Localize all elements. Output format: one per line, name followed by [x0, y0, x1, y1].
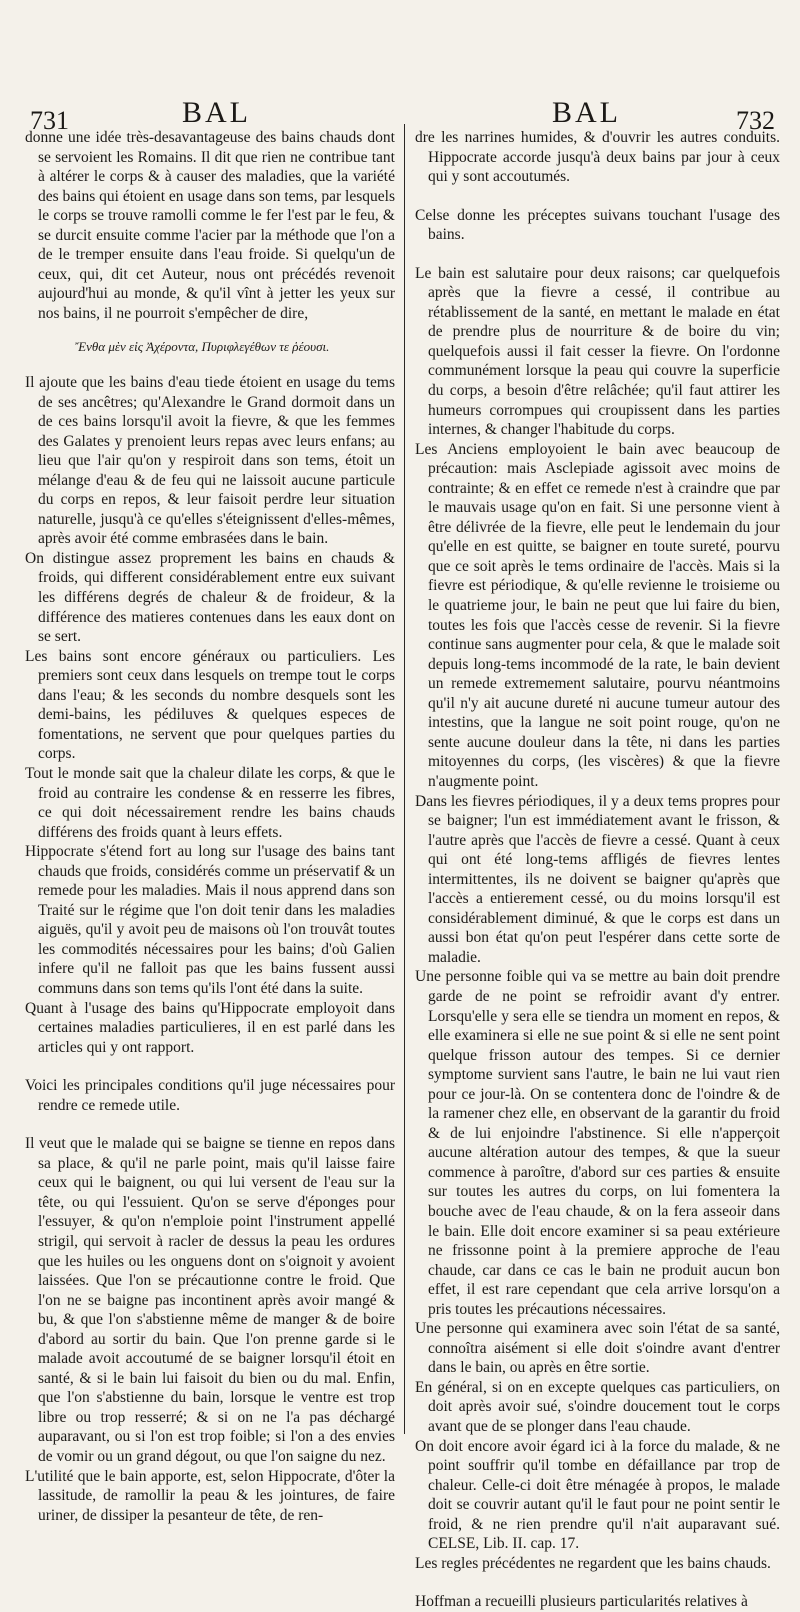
column-rule	[404, 124, 405, 1434]
paragraph: L'utilité que le bain apporte, est, selon Hippocrate, d'ôter la lassitude, de ramollir la peau & les jointures, de faire uriner, de dissiper la pesanteur de tête, de ren-	[25, 1467, 395, 1524]
paragraph: Hippocrate s'étend fort au long sur l'usage des bains tant chauds que froids, considérés comme un préservatif & un remede pour les maladies. Mais il nous apprend dans son Traité sur le régime que l'on doit tenir dans les maladies aiguës, qu'il y avoit peu de maisons où l'on trouvât toutes les commodités nécessaires pour les bains; d'où Galien infere qu'il ne falloit pas que les bains fussent aussi communs dans son tems qu'ils l'ont été dans la suite.	[25, 843, 395, 997]
paragraph: Le bain est salutaire pour deux raisons; car quelquefois après que la fievre a cessé, il contribue au rétablissement de la santé, en mettant le malade en état de prendre plus de nourriture & de boire du vin; quelquefois aussi il fait cesser la fievre. On l'ordonne communément lorsque la peau qui couvre la superficie du corps, a besoin d'être relâchée; qu'il faut attirer les humeurs corrompues qui croupissent dans les parties internes, & changer l'habitude du corps.	[415, 264, 780, 439]
paragraph: donne une idée très-desavantageuse des bains chauds dont se servoient les Romains. Il dit que rien ne contribue tant à altérer le corps & à causer des maladies, que la variété des bains qui étoient en usage dans son tems, par lesquels le corps se trouve ramolli comme le fer l'est par le feu, & se durcit ensuite comme l'acier par la méthode que l'on a de le tremper ensuite dans l'eau froide. Si quelqu'un de ceux, qui, dit cet Auteur, nous ont précédés revenoit aujourd'hui au monde, & qu'il vînt à jetter les yeux sur nos bains, il ne pourroit s'empêcher de dire,	[25, 129, 395, 322]
paragraph: En général, si on en excepte quelques cas particuliers, on doit après avoir sué, s'oindre doucement tout le corps avant que de se plonger dans l'eau chaude.	[415, 1378, 780, 1435]
paragraph: Dans les fievres périodiques, il y a deux tems propres pour se baigner; l'un est immédiatement avant le frisson, & l'autre après que l'accès de fievre a cessé. Quant à ceux qui ont été long-tems affligés de fievres lentes intermittentes, ils ne doivent se baigner qu'après que l'accès a entierement cessé, ou du moins lorsqu'il est considérablement diminué, & que le corps est dans un aussi bon état qu'on peut l'espérer dans cette sorte de maladie.	[415, 792, 780, 966]
paragraph: Une personne qui examinera avec soin l'état de sa santé, connoîtra aisément si elle doit s'oindre avant d'entrer dans le bain, ou après en être sortie.	[415, 1320, 780, 1377]
paragraph: On distingue assez proprement les bains en chauds & froids, qui different considérablement entre eux suivant les différens degrés de chaleur & de froideur, & la différence des matieres contenues dans les eaux dont on se sert.	[25, 549, 395, 646]
left-column	[25, 128, 395, 1525]
page-number-right: 732	[736, 106, 775, 135]
paragraph: Les Anciens employoient le bain avec beaucoup de précaution: mais Asclepiade agissoit avec moins de contrainte; & en effet ce remede n'est à craindre que par le mauvais usage qu'on en fait. Si une personne vient à être délivrée de la fievre, elle peut le lendemain du jour qu'elle en est quitte, se baigner en toute sureté, pourvu que ce soit après le tems ordinaire de l'accès. Mais si la fievre est périodique, & qu'elle revienne le troisieme ou le quatrieme jour, le bain ne peut que lui faire du bien, toutes les fois que l'accès cesse de revenir. Si la fievre continue sans augmenter pour cela, & que le malade soit depuis long-tems incommodé de la rate, le bain devient un remede extremement salutaire, pourvu néantmoins qu'il n'y ait aucune dureté ni aucune tumeur autour des intestins, que la langue ne soit point rouge, qu'on ne sente aucune douleur dans la tête, ni dans les parties mitoyennes du corps, (les viscères) & que la fievre n'augmente point.	[415, 440, 780, 790]
paragraph: Les bains sont encore généraux ou particuliers. Les premiers sont ceux dans lesquels on trempe tout le corps dans l'eau; & les seconds du nombre desquels sont les demi-bains, les pédiluves & quelques especes de fomentations, ne servent que pour quelques parties du corps.	[25, 647, 395, 763]
paragraph: Les regles précédentes ne regardent que les bains chauds.	[415, 1554, 771, 1572]
paragraph: Celse donne les préceptes suivans touchant l'usage des bains.	[415, 206, 780, 244]
paragraph: Tout le monde sait que la chaleur dilate les corps, & que le froid au contraire les condense & en resserre les fibres, ce qui doit nécessairement rendre les bains chauds différens des froids quant à leurs effets.	[25, 764, 395, 841]
right-column	[415, 128, 780, 1612]
page-number-left: 731	[30, 106, 69, 135]
greek-quotation: Ἔνθα μὲν εἰς Ἀχέροντα, Πυριφλεγέθων τε ῥέουσι.	[75, 339, 330, 355]
paragraph: Une personne foible qui va se mettre au bain doit prendre garde de ne point se refroidir avant d'y entrer. Lorsqu'elle y sera elle se tiendra un moment en repos, & elle examinera si elle ne sue point & si elle ne sent point quelque frisson autour des tempes. Si ce dernier symptome survient sans l'autre, le bain ne lui vaut rien pour ce jour-là. On se contentera donc de l'oindre & de la ramener chez elle, en observant de la garantir du froid & de lui enjoindre l'abstinence. Si elle n'apperçoit aucune altération autour des tempes, & que la sueur commence à paroître, d'abord sur ces parties & ensuite sur toutes les autres du corps, on lui fomentera la bouche avec de l'eau chaude, & on la fera asseoir dans le bain. Elle doit encore examiner si sa peau extérieure ne frissonne point à la premiere approche de l'eau chaude, car dans ce cas le bain ne produit aucun bon effet, il est rare cependant que cela arrive lorsqu'on a pris toutes les précautions nécessaires.	[415, 968, 780, 1318]
paragraph: Il ajoute que les bains d'eau tiede étoient en usage du tems de ses ancêtres; qu'Alexandre le Grand dormoit dans un de ces bains lorsqu'il avoit la fievre, & que les femmes des Galates y prenoient leurs repas avec leurs enfans; au lieu que l'air qu'on y respiroit dans son tems, étoit un mélange d'eau & de feu qui ne laissoit aucune particule du corps en repos, & leur faisoit perdre leur situation naturelle, jusqu'à ce qu'elles s'éteignissent d'elles-mêmes, après avoir été comme embrasées dans le bain.	[25, 374, 395, 548]
paragraph: Quant à l'usage des bains qu'Hippocrate employoit dans certaines maladies particulieres, il en est parlé dans les articles qui y ont rapport.	[25, 999, 395, 1056]
paragraph: On doit encore avoir égard ici à la force du malade, & ne point souffrir qu'il tombe en défaillance par trop de chaleur. Celle-ci doit être ménagée à propos, le malade doit se couvrir autant qu'il le faut pour ne point sentir le froid, & ne rien prendre qu'il n'ait auparavant sué. CELSE, Lib. II. cap. 17.	[415, 1437, 780, 1553]
running-head-left: BAL	[182, 96, 251, 129]
running-head-right: BAL	[552, 96, 621, 129]
paragraph: Il veut que le malade qui se baigne se tienne en repos dans sa place, & qu'il ne parle point, mais qu'il laisse faire ceux qui le baignent, ou qui lui versent de l'eau sur la tête, ou qui l'essuient. Qu'on se serve d'éponges pour l'essuyer, & qu'on n'emploie point l'instrument appellé strigil, qui servoit à racler de dessus la peau les ordures que les huiles ou les onguens dont on s'oignoit y avoient laissées. Que l'on se précautionne contre le froid. Que l'on ne se baigne pas incontinent après avoir mangé & bu, & que l'on s'abstienne même de manger & de boire d'abord au sortir du bain. Que l'on prenne garde si le malade avoit accoutumé de se baigner lorsqu'il étoit en santé, & si le bain lui faisoit du bien ou du mal. Enfin, que l'on s'abstienne du bain, lorsque le ventre est trop libre ou trop resserré; & si on ne l'a pas déchargé auparavant, ou si l'on est trop foible; si l'on a des envies de vomir ou un grand dégout, ou que l'on saigne du nez.	[25, 1135, 395, 1465]
paragraph: Voici les principales conditions qu'il juge nécessaires pour rendre ce remede utile.	[25, 1077, 395, 1114]
paragraph: Hoffman a recueilli plusieurs particularités relatives à	[415, 1593, 748, 1611]
paragraph: dre les narrines humides, & d'ouvrir les autres conduits. Hippocrate accorde jusqu'à deux bains par jour à ceux qui y sont accoutumés.	[415, 129, 780, 186]
